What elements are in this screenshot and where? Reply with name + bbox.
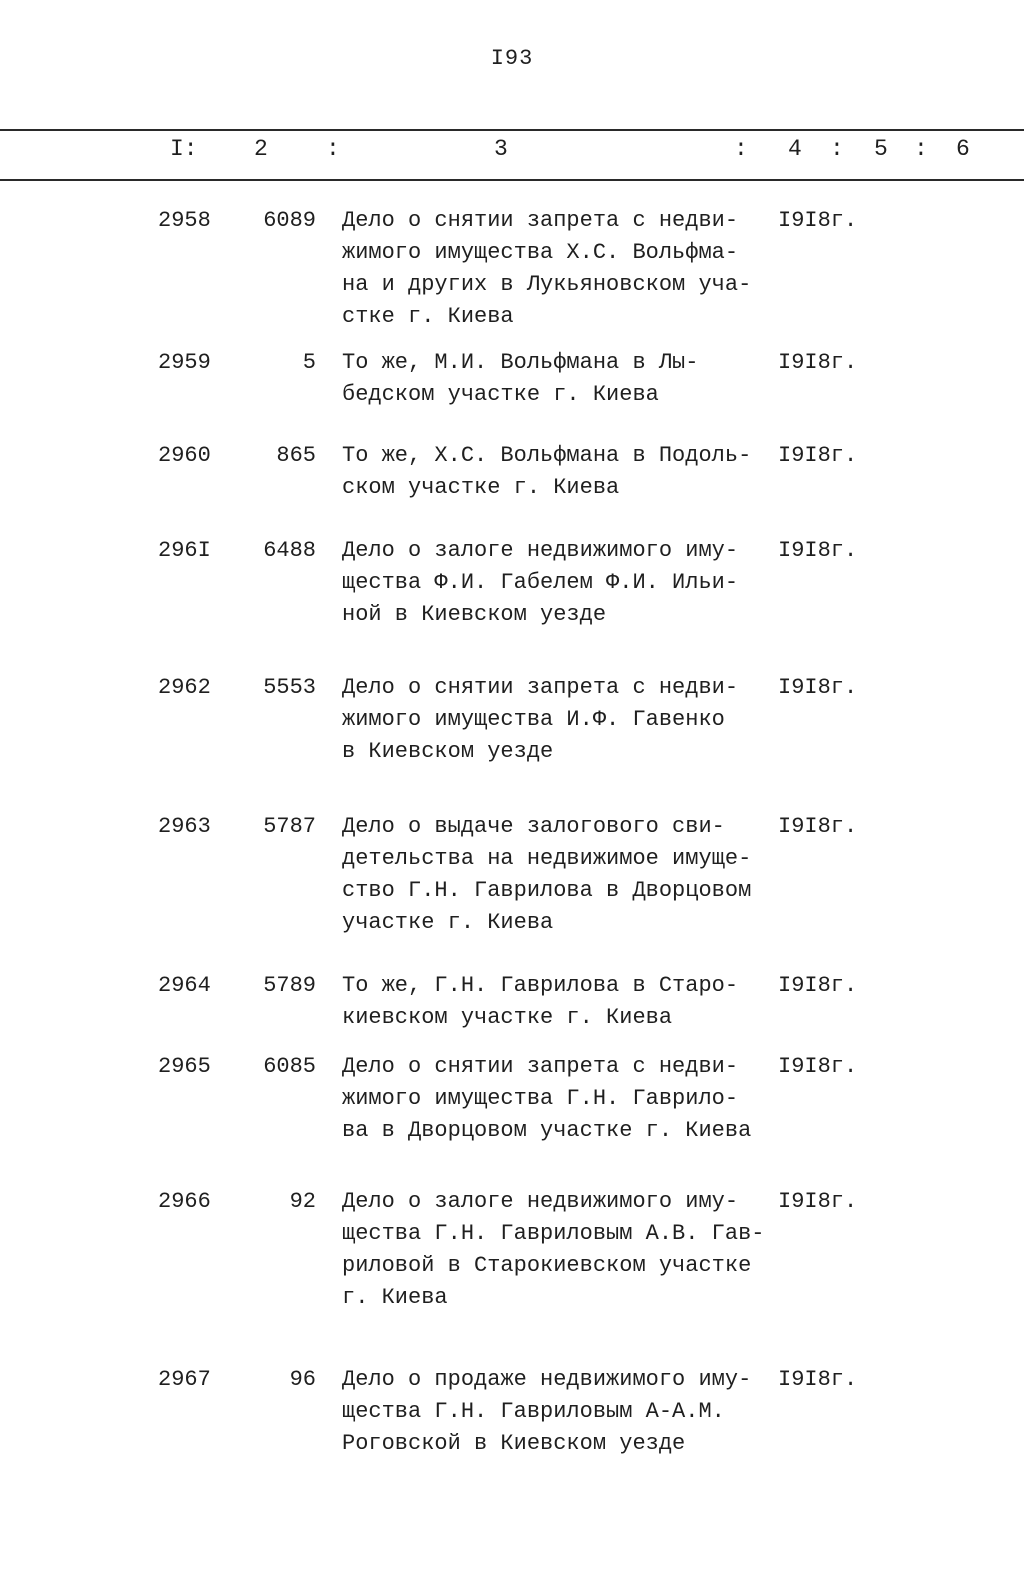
header-col-4: 4 (788, 136, 802, 162)
entry-file-number: 865 (276, 443, 316, 468)
entry-date: I9I8г. (778, 973, 858, 998)
entry-file-number: 5 (302, 350, 316, 375)
entry-file-number: 5787 (263, 814, 316, 839)
entry-description: То же, М.И. Вольфмана в Лы- бедском участке г. Киева (342, 350, 699, 407)
header-col-1: I: (170, 136, 198, 162)
entry-description: Дело о выдаче залогового сви- детельства на недвижимое имуще- ство Г.Н. Гаврилова в Дворцовом участке г. Киева (342, 814, 752, 935)
entry-number: 2965 (158, 1054, 211, 1079)
entry-date: I9I8г. (778, 675, 858, 700)
entry-number: 2963 (158, 814, 211, 839)
entry-description: Дело о снятии запрета с недви- жимого имущества Х.С. Вольфма- на и других в Лукьяновском уча- стке г. Киева (342, 208, 752, 329)
entry-date: I9I8г. (778, 1367, 858, 1392)
table-top-rule (0, 129, 1024, 131)
entry-description: Дело о залоге недвижимого иму- щества Г.Н. Гавриловым А.В. Гав- риловой в Старокиевском участке г. Киева (342, 1189, 765, 1310)
entry-description: То же, Х.С. Вольфмана в Подоль- ском участке г. Киева (342, 443, 752, 500)
entry-file-number: 6488 (263, 538, 316, 563)
header-col-6: 6 (956, 136, 970, 162)
entry-date: I9I8г. (778, 1189, 858, 1214)
entry-number: 2962 (158, 675, 211, 700)
entry-date: I9I8г. (778, 350, 858, 375)
entry-file-number: 92 (289, 1189, 316, 1214)
entry-number: 2958 (158, 208, 211, 233)
entry-number: 2960 (158, 443, 211, 468)
entry-date: I9I8г. (778, 208, 858, 233)
entry-description: Дело о залоге недвижимого иму- щества Ф.И. Габелем Ф.И. Ильи- ной в Киевском уезде (342, 538, 739, 627)
entry-description: То же, Г.Н. Гаврилова в Старо- киевском участке г. Киева (342, 973, 739, 1030)
entry-file-number: 5553 (263, 675, 316, 700)
entry-date: I9I8г. (778, 443, 858, 468)
entry-date: I9I8г. (778, 1054, 858, 1079)
entry-number: 2964 (158, 973, 211, 998)
entry-date: I9I8г. (778, 814, 858, 839)
header-separator: : (914, 136, 928, 162)
entry-description: Дело о продаже недвижимого иму- щества Г.Н. Гавриловым А-А.М. Роговской в Киевском уезде (342, 1367, 752, 1456)
entry-number: 2966 (158, 1189, 211, 1214)
header-separator: : (326, 136, 340, 162)
entry-number: 296I (158, 538, 211, 563)
table-header-rule (0, 179, 1024, 181)
page-number: I93 (490, 46, 534, 71)
entry-file-number: 6085 (263, 1054, 316, 1079)
entry-number: 2967 (158, 1367, 211, 1392)
entry-file-number: 96 (289, 1367, 316, 1392)
table-header (0, 136, 1024, 170)
entry-file-number: 5789 (263, 973, 316, 998)
header-col-3: 3 (494, 136, 508, 162)
header-col-2: 2 (254, 136, 268, 162)
entry-date: I9I8г. (778, 538, 858, 563)
entry-number: 2959 (158, 350, 211, 375)
entry-file-number: 6089 (263, 208, 316, 233)
header-separator: : (734, 136, 748, 162)
header-col-5: 5 (874, 136, 888, 162)
entry-description: Дело о снятии запрета с недви- жимого имущества Г.Н. Гаврило- ва в Дворцовом участке г. Киева (342, 1054, 752, 1143)
entry-description: Дело о снятии запрета с недви- жимого имущества И.Ф. Гавенко в Киевском уезде (342, 675, 739, 764)
header-separator: : (830, 136, 844, 162)
